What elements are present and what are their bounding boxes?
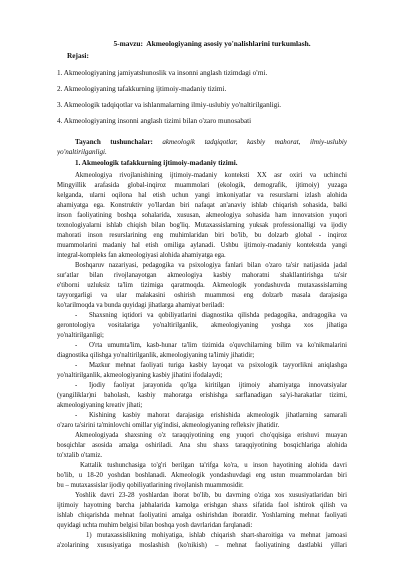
paragraph-line: to'xtalib o'tamiz.	[57, 452, 103, 459]
list-item-line: (yangiliklar)ni baholash, kasbiy mahoratga erishishga sarflanadigan sa'yi-harakatlar tizimi,	[57, 392, 347, 399]
key-terms-label: Tayanch tushunchalar:	[75, 138, 153, 146]
paragraph-line: bo'lib, u 18-20 yoshdan boshlanadi. Akmeologik yondashuvdagi eng ustun muammolardan biri	[57, 472, 347, 479]
list-item-line: o'zaro ta'sirini ta'minlovchi omillar yig'indisi, akmeologiyaning refleksiv jihatidir.	[57, 422, 280, 429]
list-item	[57, 361, 347, 381]
plan-list	[57, 68, 347, 132]
list-item-line	[57, 411, 347, 421]
paragraph-line: quyidagi uchta muhim belgisi bilan boshqa yosh davrlaridan farqlanadi:	[57, 522, 253, 529]
list-item-line	[57, 361, 347, 371]
section-heading: 1. Akmeologik tafakkurning ijtimoiy-madaniy tizimi.	[75, 159, 238, 167]
plan-item: 4. Akmeologiyaning insonni anglash tizimi bilan o'zaro munosabati	[57, 117, 252, 125]
paragraph-line: inson faoliyatining boshqa sohalarida, xususan, akmeologiya sohasida ham innovatsion yuqori	[57, 212, 347, 219]
paragraph-line: Boshqaruv nazariyasi, pedagogika va psixologiya fanlari bilan o'zaro ta'sir natijasida jadal	[75, 262, 347, 269]
list-item-text: Kishining kasbiy mahorat darajasiga erishishida akmeologik jihatlarning samarali	[89, 412, 347, 419]
paragraph-line: ahamiyatga ega. Konstruktiv yo'llardan biri nafaqat an'anaviy ishlab chiqarish sohasida, balki	[57, 202, 347, 209]
plan-item: 1. Akmeologiyaning jamiyatshunoslik va insonni anglash tizimdagi o'rni.	[57, 69, 268, 77]
list-item	[57, 411, 347, 431]
list-item-line	[57, 311, 347, 321]
paragraph	[57, 431, 347, 461]
paragraph-line: ko'tarilmoqda va bunda quyidagi jihatlarga ahamiyat beriladi:	[57, 302, 225, 309]
list-item-text: O'rta umumta'lim, kasb-hunar ta'lim tizimida o'quvchilarning bilim va ko'nikmalarini	[89, 342, 347, 349]
paragraph-line: Akmeologiyada shaxsning o'z taraqqiyotining eng yuqori cho'qqisiga erishuvi muayan	[75, 432, 347, 439]
list-item-text: Shaxsning iqtidori va qobiliyatlarini diagnostika qilishda pedagogika, andragogika va	[89, 312, 347, 319]
list-marker: -	[75, 412, 78, 419]
paragraph-line: mahorati inson resurslarining eng muhimlaridan biri bo'lib, bu dolzarb global - inqiroz	[57, 232, 347, 239]
plan-label: Rejasi:	[67, 51, 89, 60]
paragraph-line: ijtimoiy hayotning barcha jabhalarida kamolga erishgan shaxs sifatida faol ishtirok qilish va	[57, 502, 347, 509]
list-marker: -	[75, 382, 78, 389]
paragraph-line: Mingyillik arafasida global-inqiroz muammolari (ekologik, demografik, ijtimoiy) yuzaga	[57, 182, 347, 189]
paragraph-line: Kattalik tushunchasiga to'g'ri berilgan ta'rifga ko'ra, u inson hayotining alohida davri	[80, 462, 347, 469]
paragraph-line: bu – mutaxassislar ijodiy qobiliyatlarining rivojlanish muammosidir.	[57, 482, 244, 489]
plan-item: 3. Akmeologik tadqiqotlar va ishlanmalarning ilmiy-uslubiy yo'naltirilganligi.	[57, 101, 282, 109]
key-terms	[57, 137, 347, 157]
key-terms-line	[57, 137, 347, 147]
list-item-line	[57, 381, 347, 391]
key-terms-text: akmeologik tadqiqotlar, kasbiy mahorat, ilmiy-uslubiy	[162, 138, 347, 146]
paragraph	[57, 531, 347, 551]
paragraph	[57, 261, 347, 311]
paragraph-line: kelganda, ularni oqilona hal etish uchun yangi imkoniyatlar va resurslarni izlash alohida	[57, 192, 347, 199]
plan-item: 2. Akmeologiyaning tafakkurning ijtimoiy-madaniy tizimi.	[57, 85, 227, 93]
key-terms-line	[57, 147, 347, 157]
paragraph-line: texnologiyalarni ishlab chiqish bilan bog'liq. Mutaxassislarning yuksak professionalligi va ijodiy	[57, 222, 347, 229]
page-title: 5-mavzu: Akmeologiyaning asosiy yo'nalishlarini turkumlash.	[113, 39, 311, 48]
list-item-text: Mazkur mehnat faoliyati turiga kasbiy layoqat va psixologik tayyorlikni aniqlashga	[89, 362, 347, 369]
paragraph-line: ishlab chiqarishda mehnat faoliyatini amalga oshirishdan iboratdir. Yoshlarning mehnat faoliyati	[57, 512, 347, 519]
list-item-line: akmeologiyaning kreativ jihati;	[57, 402, 143, 409]
list-item	[57, 341, 347, 361]
list-marker: -	[75, 312, 78, 319]
paragraph-line: muammolarini madaniy hal etish omiliga aylanadi. Ushbu ijtimoiy-madaniy kontekstda yangi	[57, 242, 347, 249]
key-terms-text: yo'naltirilganligi.	[57, 148, 107, 156]
list-item	[57, 381, 347, 411]
list-item-text: Ijodiy faoliyat jarayonida qo'lga kiritilgan ijtimoiy ahamiyatga innovatsiyalar	[89, 382, 347, 389]
list-item-line: gerontologiya vositalariga yo'naltirilganlik, akmeologiyaning yoshga xos jihatiga	[57, 322, 347, 329]
paragraph-line: sur'atlar bilan rivojlanayotgan akmeologiya kasbiy mahoratni shakllantirishga ta'sir	[57, 272, 347, 279]
paragraph	[57, 461, 347, 491]
paragraph-line: integral-kompleks fan akmeologiyasi alohida ahamiyatga ega.	[57, 252, 226, 259]
paragraph-line: Yoshlik davri 23-28 yoshlardan iborat bo'lib, bu davrning o'ziga xos xususiyatlaridan biri	[75, 492, 347, 499]
paragraph-line: bosqichlar asosida amalga oshiriladi. Ana shu shaxs taraqqiyotining bosqichlariga alohida	[57, 442, 347, 449]
paragraph-line: Akmeologiya rivojlanishining ijtimoiy-madaniy konteksti XX asr oxiri va uchinchi	[75, 172, 347, 179]
list-marker: -	[75, 362, 78, 369]
list-item-line	[57, 341, 347, 351]
list-item-line: yo'naltirilganligi;	[57, 332, 104, 339]
paragraph-line: 1) mutaxassislikning mohiyatiga, ishlab chiqarish shart-sharoitiga va mehnat jamoasi	[86, 532, 347, 539]
paragraph	[57, 171, 347, 261]
paragraph-line: tayyorgarligi va ular malakasini oshirish muammosi eng dolzarb masala darajasiga	[57, 292, 347, 299]
paragraph-line: e'tiborni uzluksiz ta'lim tizimiga qaratmoqda. Akmeologik yondashuvda mutaxassislarning	[57, 282, 347, 289]
paragraph-line: a'zolarining xususiyatiga moslashish (ko'nikish) – mehnat faoliyatining dastlabki yillari	[57, 542, 347, 549]
list-item	[57, 311, 347, 341]
paragraph	[57, 491, 347, 531]
list-item-line: diagnostika qilishga yo'naltirilganlik, akmeologiyaning ta'limiy jihatidir;	[57, 352, 255, 359]
list-marker: -	[75, 342, 78, 349]
section-body	[57, 171, 347, 551]
list-item-line: yo'naltirilganlik, akmeologiyaning kasbiy jihatini ifodalaydi;	[57, 372, 223, 379]
